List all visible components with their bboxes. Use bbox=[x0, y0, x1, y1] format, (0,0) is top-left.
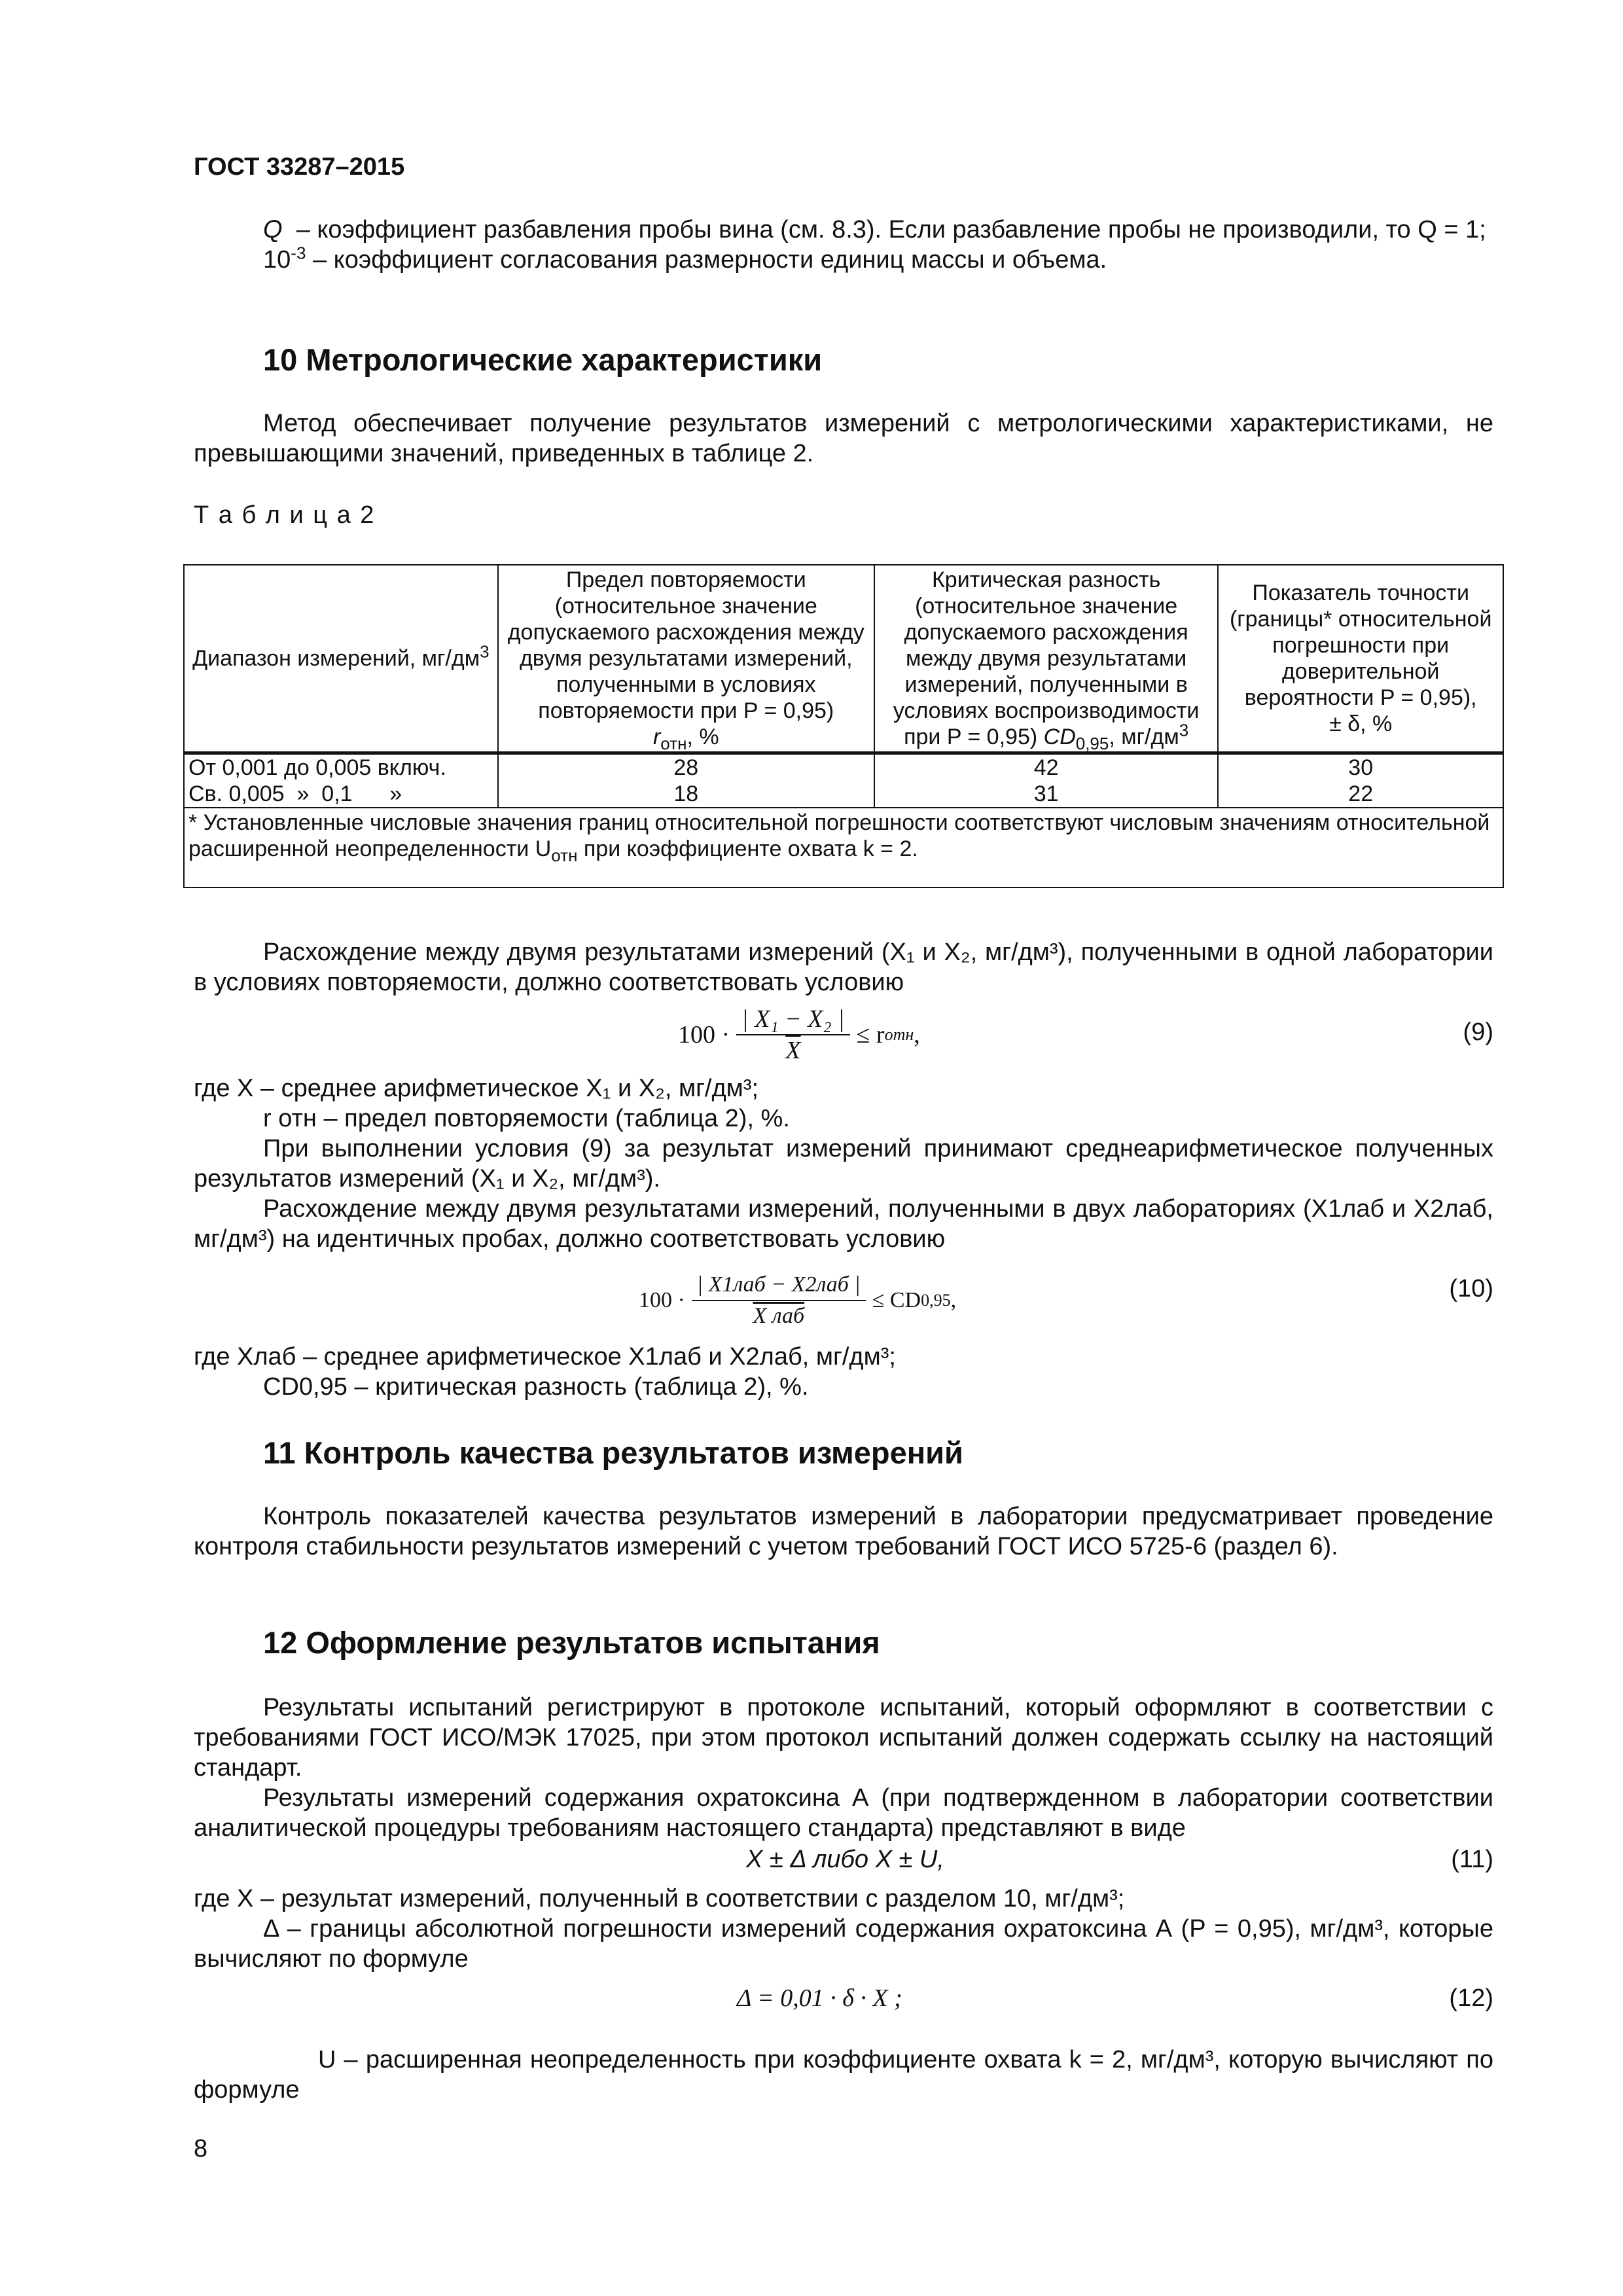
where-mean: где X – среднее арифметическое X₁ и X₂, мг/дм³; bbox=[194, 1075, 758, 1102]
condition-9-text: При выполнении условия (9) за результат измерений принимают среднеарифметическое полученных результатов измерений (X₁ и X₂, мг/дм³). bbox=[194, 1135, 1493, 1193]
eq10-numerator: | X1лаб − X2лаб | bbox=[692, 1271, 866, 1301]
table-row bbox=[184, 781, 1503, 808]
eq9-end: , bbox=[914, 1021, 920, 1049]
section-11-heading: 11 Контроль качества результатов измерений bbox=[263, 1435, 963, 1470]
section-10-heading: 10 Метрологические характеристики bbox=[263, 342, 823, 377]
eq9-rhs: ≤ r bbox=[856, 1021, 885, 1049]
table-footnote: * Установленные числовые значения границ относительной погрешности соответствуют числовым значениям относительной расширенной неопределенности $U_{отн}$ при коэффициенте охвата k = 2. bbox=[184, 808, 1503, 888]
header-repeatability: Предел повторяемости (относительное значение допускаемого расхождения между двумя результатами измерений, полученными в условиях повторяемости при P = 0,95) $r_{отн}$, % bbox=[498, 565, 874, 753]
standard-code: ГОСТ 33287–2015 bbox=[194, 153, 405, 181]
equation-12 bbox=[194, 1983, 1493, 2016]
section-11-paragraph bbox=[194, 1501, 1493, 1562]
cell-delta: 22 bbox=[1218, 781, 1503, 808]
eq10-definitions bbox=[194, 1342, 1493, 1402]
cell-delta: 30 bbox=[1218, 753, 1503, 781]
eq11-definitions bbox=[194, 1884, 1493, 1974]
q-definition bbox=[194, 215, 1493, 245]
u-definition-block bbox=[194, 2045, 1493, 2105]
eq10-end: , bbox=[950, 1288, 957, 1312]
q-text: – коэффициент разбавления пробы вина (см. 8.3). Если разбавление пробы не производили, то Q = 1; bbox=[296, 216, 1486, 243]
header-range: Диапазон измерений, $мг/дм^3$ bbox=[184, 565, 498, 753]
section-11-text: Контроль показателей качества результатов измерений в лаборатории предусматривает проведение контроля стабильности результатов измерений с учетом требований ГОСТ ИСО 5725-6 (раздел 6). bbox=[194, 1503, 1493, 1560]
delta-definition: Δ – границы абсолютной погрешности измерений содержания охратоксина А (P = 0,95), мг/дм³, которые вычисляют по формуле bbox=[194, 1915, 1493, 1973]
ten-exp: -3 bbox=[291, 243, 306, 263]
ten-definition bbox=[194, 245, 1493, 275]
q-symbol: Q bbox=[263, 216, 283, 243]
section-10-paragraph bbox=[194, 408, 1493, 469]
eq12-number: (12) bbox=[1449, 1984, 1493, 2012]
eq11-formula: X ± Δ либо X ± U, bbox=[746, 1846, 944, 1873]
eq10-coef: 100 · bbox=[639, 1288, 685, 1312]
cell-range: Св. 0,005 » 0,1 » bbox=[184, 781, 498, 808]
metrology-table bbox=[183, 564, 1504, 888]
cd-definition: CD0,95 – критическая разность (таблица 2), %. bbox=[263, 1373, 809, 1401]
cell-range: От 0,001 до 0,005 включ. bbox=[184, 753, 498, 781]
section-12-paragraphs bbox=[194, 1693, 1493, 1843]
table-header-row bbox=[184, 565, 1503, 753]
r-definition: r отн – предел повторяемости (таблица 2), %. bbox=[263, 1105, 790, 1132]
u-definition: U – расширенная неопределенность при коэффициенте охвата k = 2, мг/дм³, которую вычисляют по формуле bbox=[194, 2046, 1493, 2104]
table-caption: Т а б л и ц а 2 bbox=[194, 501, 376, 529]
cell-cd: 42 bbox=[874, 753, 1219, 781]
page-number: 8 bbox=[194, 2135, 208, 2162]
where-lab-mean: где Xлаб – среднее арифметическое X1лаб и X2лаб, мг/дм³; bbox=[194, 1343, 896, 1371]
header-accuracy: Показатель точности (границы* относительной погрешности при доверительной вероятности P = 0,95), ± δ, % bbox=[1218, 565, 1503, 753]
equation-11 bbox=[194, 1844, 1493, 1877]
table-footnote-row bbox=[184, 808, 1503, 888]
eq12-formula: Δ = 0,01 · δ · X ; bbox=[737, 1984, 902, 2012]
section-12-heading: 12 Оформление результатов испытания bbox=[263, 1625, 880, 1660]
eq9-denominator: X bbox=[785, 1037, 801, 1064]
table-row bbox=[184, 753, 1503, 781]
eq10-number: (10) bbox=[1449, 1275, 1493, 1302]
eq9-definitions bbox=[194, 1073, 1493, 1254]
ten-base: 10 bbox=[263, 246, 291, 274]
repeatability-paragraph bbox=[194, 937, 1493, 997]
eq9-coef: 100 · bbox=[678, 1021, 730, 1049]
section-12-text-2: Результаты измерений содержания охратоксина А (при подтвержденном в лаборатории соответствии аналитической процедуры требованиям настоящего стандарта) представляют в виде bbox=[194, 1784, 1493, 1842]
cell-r: 28 bbox=[498, 753, 874, 781]
intro-block bbox=[194, 215, 1493, 275]
ten-text: – коэффициент согласования размерности единиц массы и объема. bbox=[312, 246, 1107, 274]
header-critical-difference: Критическая разность (относительное значение допускаемого расхождения между двумя результатами измерений, полученными в условиях воспроизводимости при P = 0,95) $CD_{0,95}$, $мг/дм^3$ bbox=[874, 565, 1219, 753]
eq10-denominator: X лаб bbox=[753, 1304, 805, 1328]
cell-cd: 31 bbox=[874, 781, 1219, 808]
eq9-numerator: | X₁ − X₂ | bbox=[736, 1005, 849, 1035]
eq10-rhs: ≤ CD bbox=[872, 1288, 921, 1312]
equation-10: 100 · $\frac{\text{| X1лаб − X2лаб |}}{\text{X лаб}}$ ≤ CD 0,95 , (10) bbox=[194, 1258, 1493, 1343]
cell-r: 18 bbox=[498, 781, 874, 808]
repeatability-text: Расхождение между двумя результатами измерений (X₁ и X₂, мг/дм³), полученными в одной лаборатории в условиях повторяемости, должно соответствовать условию bbox=[194, 939, 1493, 996]
reproducibility-text: Расхождение между двумя результатами измерений, полученными в двух лабораториях (X1лаб и X2лаб, мг/дм³) на идентичных пробах, должно соответствовать условию bbox=[194, 1195, 1493, 1253]
eq11-number: (11) bbox=[1451, 1846, 1493, 1873]
section-10-text: Метод обеспечивает получение результатов измерений с метрологическими характеристиками, не превышающими значений, приведенных в таблице 2. bbox=[194, 410, 1493, 467]
equation-9: 100 · $\frac{\text{| X₁ − X₂ |}}{X}$ ≤ r отн , (9) bbox=[678, 1005, 1493, 1064]
where-result: где X – результат измерений, полученный в соответствии с разделом 10, мг/дм³; bbox=[194, 1885, 1125, 1912]
eq9-number: (9) bbox=[1463, 1018, 1493, 1046]
section-12-text-1: Результаты испытаний регистрируют в протоколе испытаний, который оформляют в соответствии с требованиями ГОСТ ИСО/МЭК 17025, при этом протокол испытаний должен содержать ссылку на настоящий стандарт. bbox=[194, 1694, 1493, 1782]
